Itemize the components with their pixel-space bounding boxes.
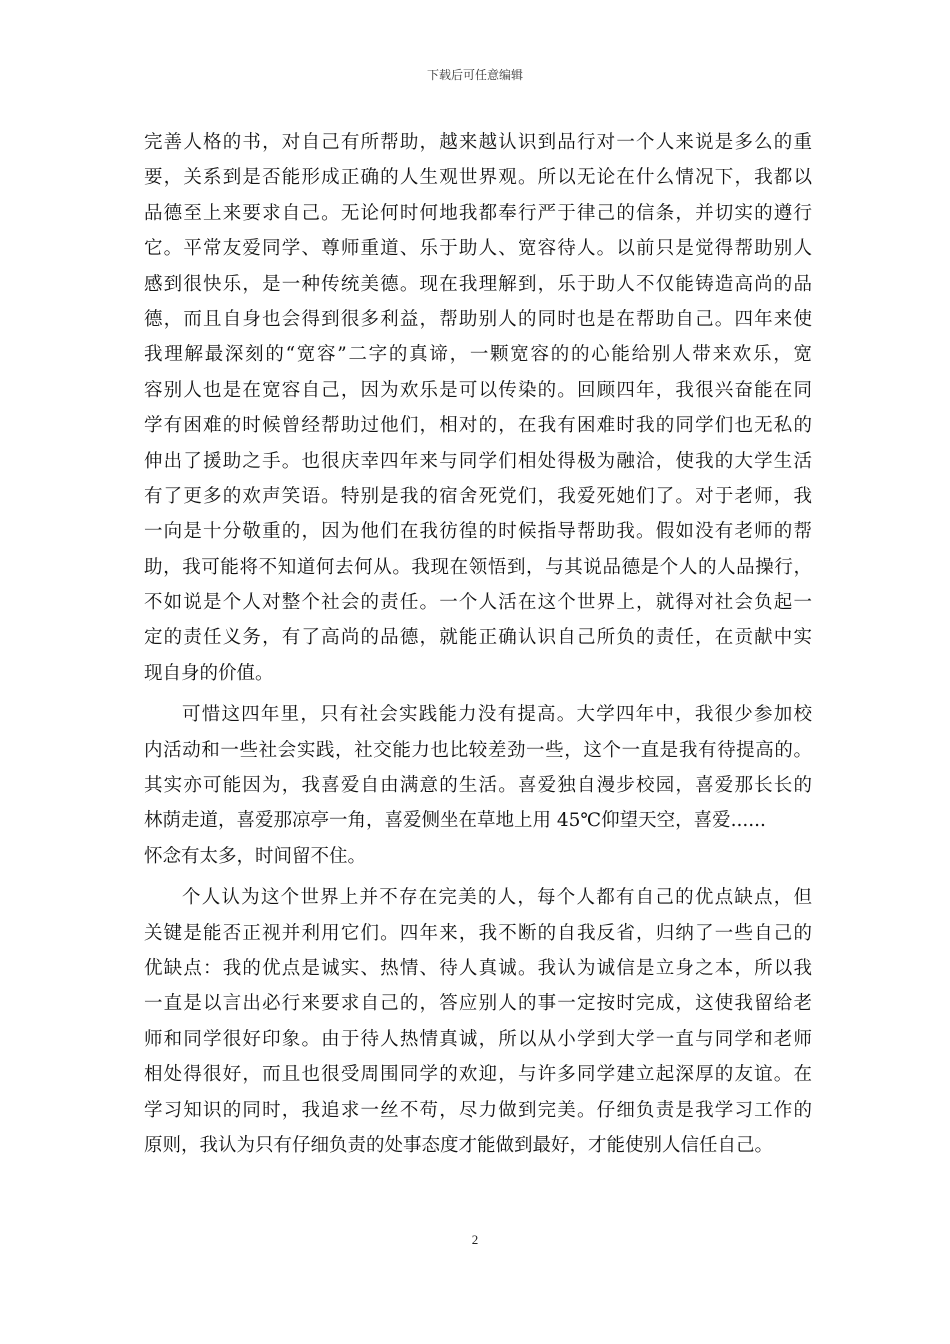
text-line: 内活动和一些社会实践，社交能力也比较差劲一些，这个一直是我有待提高的。 bbox=[144, 739, 812, 761]
text-line: 师和同学很好印象。由于待人热情真诚，所以从小学到大学一直与同学和老师 bbox=[144, 1028, 812, 1050]
text-line: 个人认为这个世界上并不存在完美的人，每个人都有自己的优点缺点，但 bbox=[182, 887, 812, 909]
text-line: 它。平常友爱同学、尊师重道、乐于助人、宽容待人。以前只是觉得帮助别人 bbox=[144, 238, 812, 260]
page-header: 下载后可任意编辑 bbox=[426, 68, 523, 82]
text-line: 我理解最深刻的“宽容”二字的真谛，一颗宽容的的心能给别人带来欢乐，宽 bbox=[144, 344, 812, 366]
document-body bbox=[144, 125, 812, 1163]
text-line: 关键是能否正视并利用它们。四年来，我不断的自我反省，归纳了一些自己的 bbox=[144, 922, 812, 944]
text-line: 容别人也是在宽容自己，因为欢乐是可以传染的。回顾四年，我很兴奋能在同 bbox=[144, 379, 812, 401]
text-line: 可惜这四年里，只有社会实践能力没有提高。大学四年中，我很少参加校 bbox=[182, 704, 812, 726]
text-line: 其实亦可能因为，我喜爱自由满意的生活。喜爱独自漫步校园，喜爱那长长的 bbox=[144, 775, 812, 797]
text-line: 品德至上来要求自己。无论何时何地我都奉行严于律己的信条，并切实的遵行 bbox=[144, 202, 812, 224]
text-line: 优缺点：我的优点是诚实、热情、待人真诚。我认为诚信是立身之本，所以我 bbox=[144, 957, 812, 979]
text-line: 感到很快乐，是一种传统美德。现在我理解到，乐于助人不仅能铸造高尚的品 bbox=[144, 273, 812, 295]
paragraph-3 bbox=[144, 880, 812, 1163]
text-line: 助，我可能将不知道何去何从。我现在领悟到，与其说品德是个人的人品操行， bbox=[144, 556, 812, 578]
text-line: 德，而且自身也会得到很多利益，帮助别人的同时也是在帮助自己。四年来使 bbox=[144, 308, 812, 330]
text-line: 有了更多的欢声笑语。特别是我的宿舍死党们，我爱死她们了。对于老师，我 bbox=[144, 485, 812, 507]
text-line: 一直是以言出必行来要求自己的，答应别人的事一定按时完成，这使我留给老 bbox=[144, 993, 812, 1015]
text-line: 伸出了援助之手。也很庆幸四年来与同学们相处得极为融洽，使我的大学生活 bbox=[144, 450, 812, 472]
text-line: 学习知识的同时，我追求一丝不苟，尽力做到完美。仔细负责是我学习工作的 bbox=[144, 1099, 812, 1121]
text-line: 不如说是个人对整个社会的责任。一个人活在这个世界上，就得对社会负起一 bbox=[144, 592, 812, 614]
paragraph-1 bbox=[144, 125, 812, 691]
paragraph-2 bbox=[144, 697, 812, 874]
text-line: 要，关系到是否能形成正确的人生观世界观。所以无论在什么情况下，我都以 bbox=[144, 167, 812, 189]
text-line: 原则，我认为只有仔细负责的处事态度才能做到最好，才能使别人信任自己。 bbox=[144, 1134, 774, 1156]
text-line: 定的责任义务，有了高尚的品德，就能正确认识自己所负的责任，在贡献中实 bbox=[144, 627, 812, 649]
text-line: 林荫走道，喜爱那凉亭一角，喜爱侧坐在草地上用 45℃仰望天空，喜爱...... bbox=[144, 810, 766, 832]
text-line: 一向是十分敬重的，因为他们在我彷徨的时候指导帮助我。假如没有老师的帮 bbox=[144, 521, 812, 543]
text-line: 学有困难的时候曾经帮助过他们，相对的，在我有困难时我的同学们也无私的 bbox=[144, 415, 812, 437]
text-line: 怀念有太多，时间留不住。 bbox=[144, 845, 367, 867]
page-number: 2 bbox=[471, 1232, 479, 1247]
text-line: 现自身的价值。 bbox=[144, 662, 274, 684]
text-line: 相处得很好，而且也很受周围同学的欢迎，与许多同学建立起深厚的友谊。在 bbox=[144, 1064, 812, 1086]
text-line: 完善人格的书，对自己有所帮助，越来越认识到品行对一个人来说是多么的重 bbox=[144, 132, 812, 153]
